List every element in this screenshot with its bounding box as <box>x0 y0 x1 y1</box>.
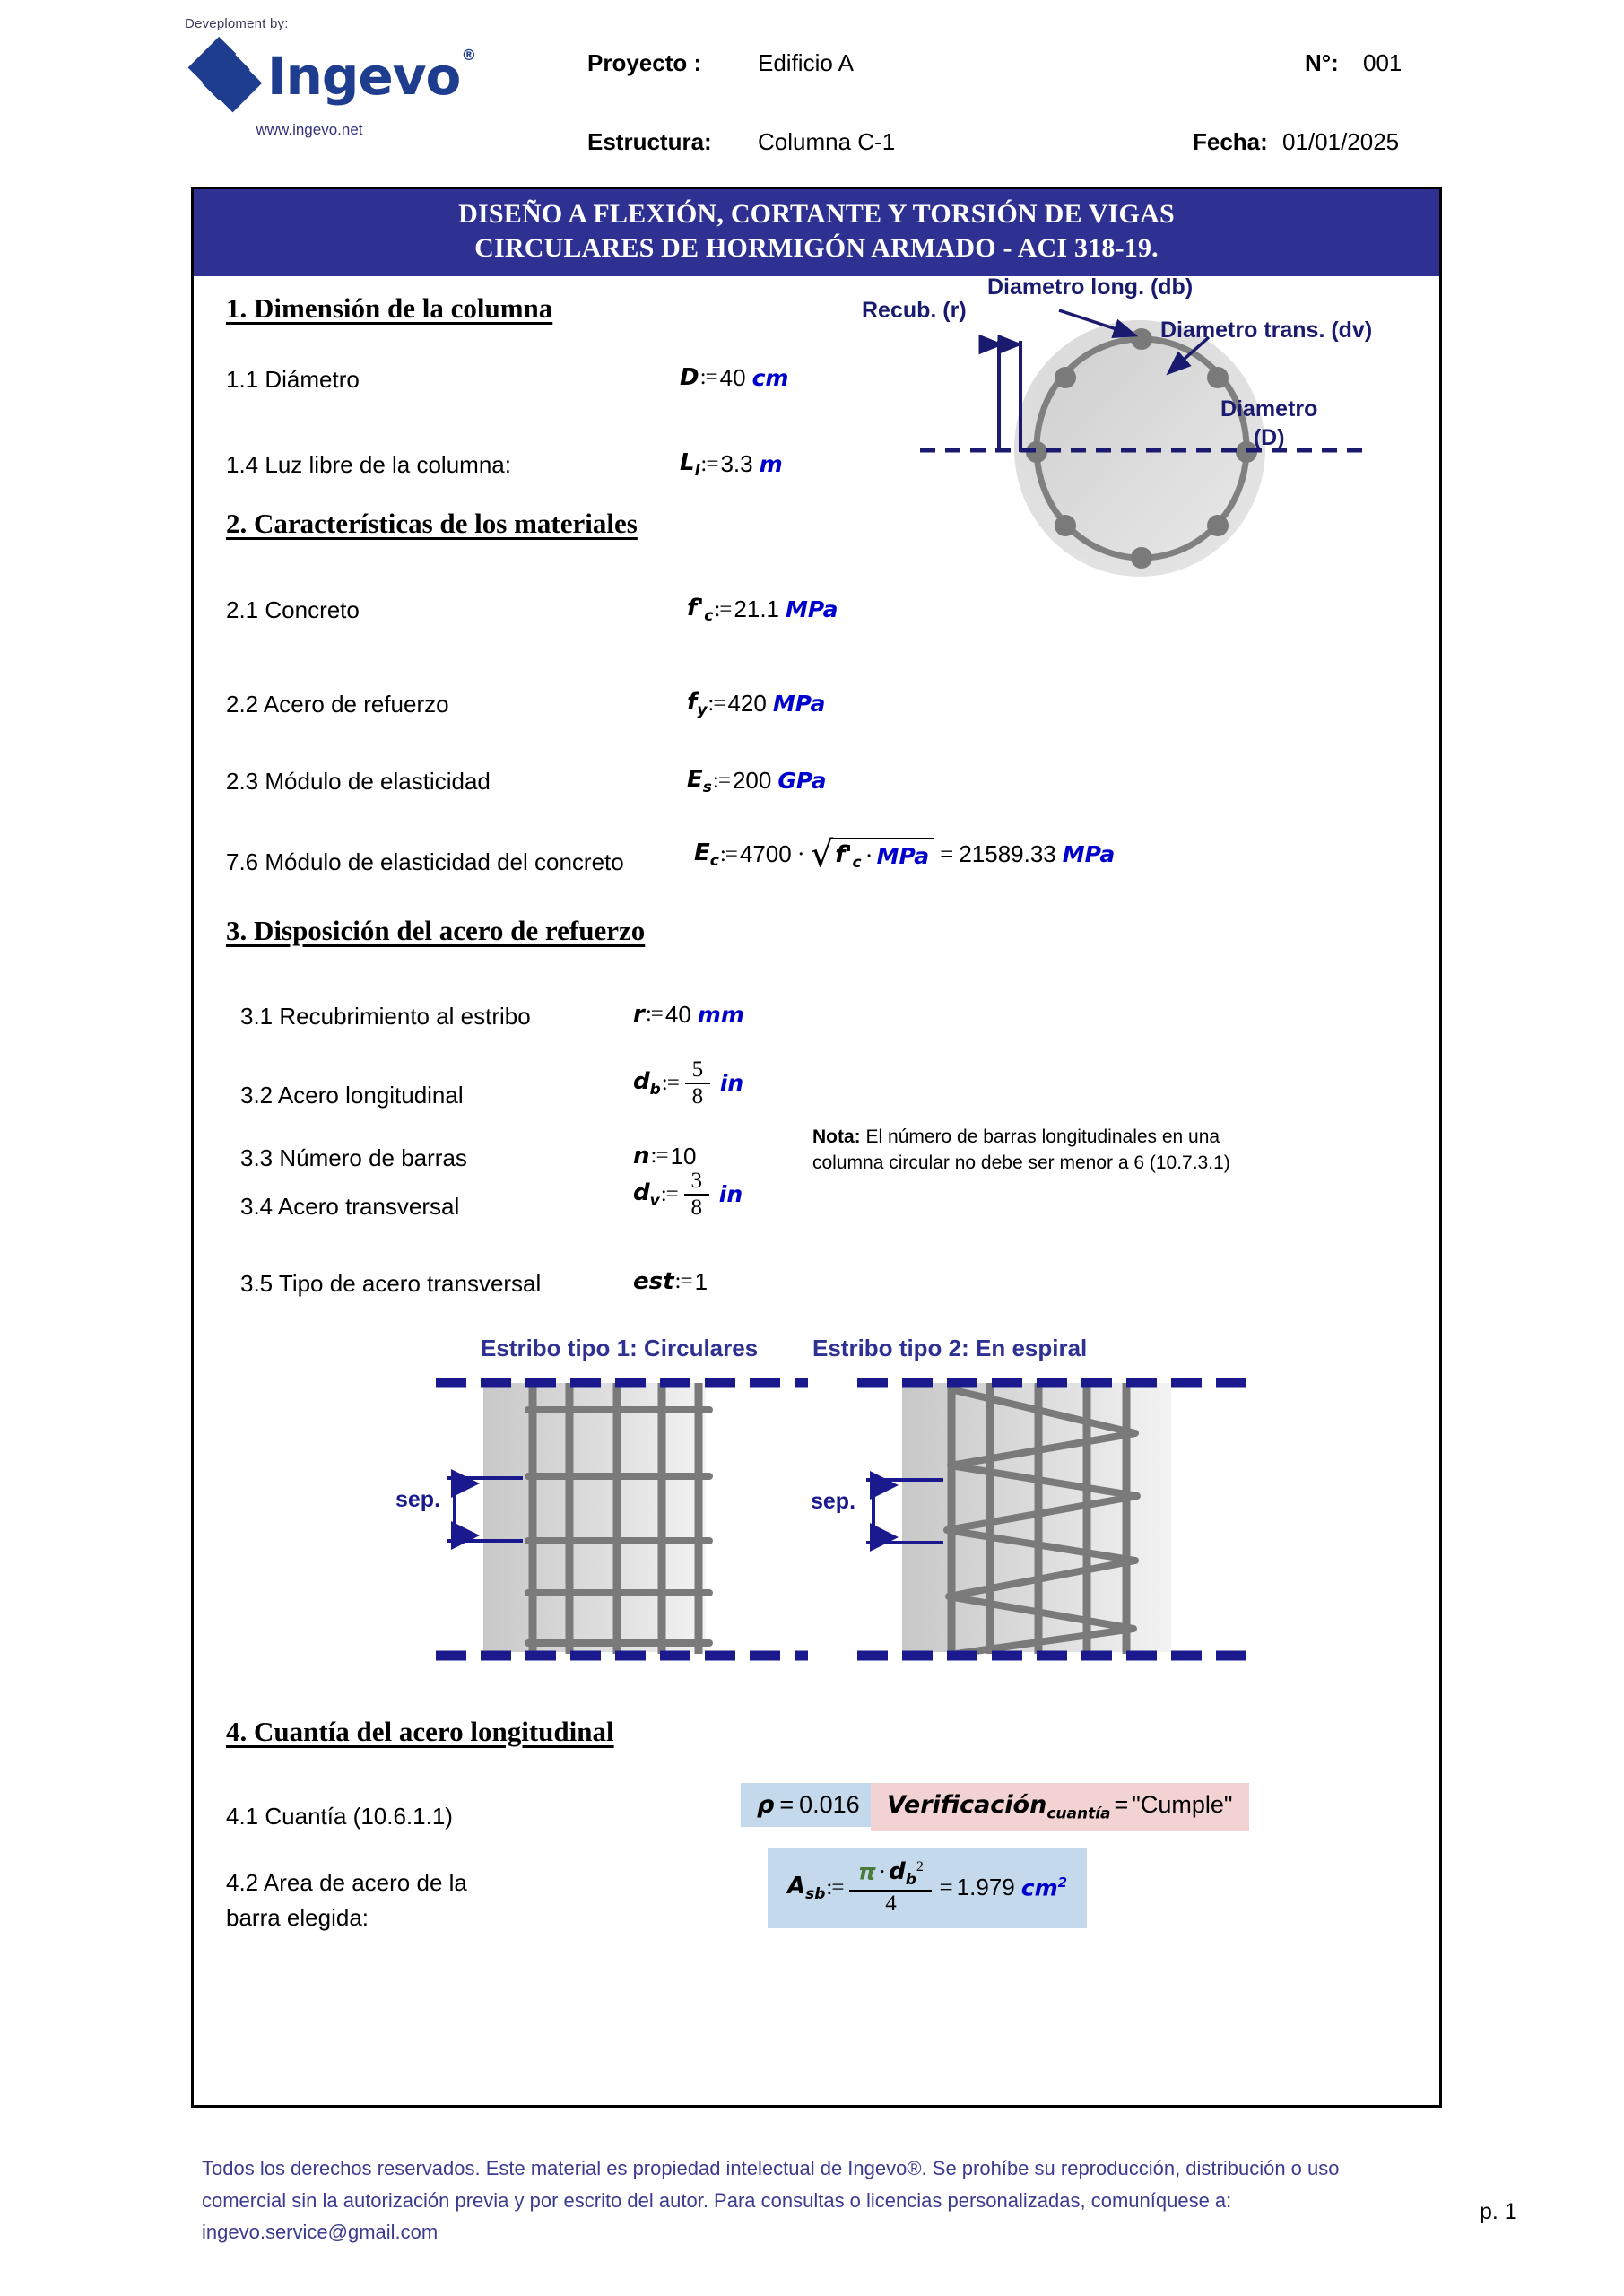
item-7-6-result: 21589.33 <box>959 840 1056 868</box>
column-cross-section-diagram <box>862 274 1431 590</box>
item-3-4-unit: in <box>718 1181 743 1208</box>
item-3-5-variable: est <box>633 1268 674 1296</box>
pi-symbol: π <box>858 1857 876 1884</box>
item-3-1-label: 3.1 Recubrimiento al estribo <box>240 1002 531 1030</box>
diametro-d-line-1: Diametro <box>1220 396 1318 422</box>
item-3-2-unit: in <box>719 1070 744 1097</box>
item-2-2-formula: $f_y$ := 420 MPa <box>687 688 826 719</box>
cuantia-expression: ρ = 0.016 <box>757 1790 860 1819</box>
item-7-6-label: 7.6 Módulo de elasticidad del concreto <box>226 848 624 875</box>
page-header <box>0 0 1624 166</box>
item-3-3-value: 10 <box>670 1142 697 1170</box>
estructura-label: Estructura: <box>587 128 712 155</box>
document-title-line-2: CIRCULARES DE HORMIGÓN ARMADO - ACI 318-19. <box>474 232 1159 263</box>
stirrup-type-2-diagram <box>811 1370 1261 1668</box>
fecha-value: 01/01/2025 <box>1282 128 1400 155</box>
brand-logo-block <box>179 16 475 139</box>
item-3-2-fraction <box>685 1058 710 1109</box>
verificacion-expression: Verificación$_{cuantía}$ = "Cumple" <box>887 1790 1233 1822</box>
item-2-2-label: 2.2 Acero de refuerzo <box>226 690 449 718</box>
stirrup-type-1-heading: Estribo tipo 1: Circulares <box>481 1334 759 1361</box>
item-1-1-variable: D <box>680 364 699 392</box>
item-4-2-label-line-2: barra elegida: <box>226 1903 369 1931</box>
radicand-unit: MPa <box>876 843 930 870</box>
item-3-4-denominator: 8 <box>690 1195 703 1220</box>
asb-variable: $A_{sb}$ <box>787 1872 826 1903</box>
bars-note <box>812 1124 1288 1178</box>
fecha-label: Fecha: <box>1193 128 1268 155</box>
item-2-2-unit: MPa <box>772 691 826 718</box>
brand-name-text: Ingevo <box>267 46 461 107</box>
item-1-4-variable: $L_l$ <box>680 448 700 480</box>
item-7-6-formula: $E_c$ := 4700 · √ $f'_c$ · MPa = 21589.33 MPa <box>694 833 1116 875</box>
item-1-4-unit: m <box>759 451 783 478</box>
item-4-2-label-line-1: 4.2 Area de acero de la <box>226 1868 467 1896</box>
section-2-heading: 2. Características de los materiales <box>226 507 638 539</box>
item-1-4-label: 1.4 Luz libre de la columna: <box>226 450 511 478</box>
diametro-long-label: Diametro long. (db) <box>987 274 1194 300</box>
document-title-line-1: DISEÑO A FLEXIÓN, CORTANTE Y TORSIÓN DE VIGAS <box>458 199 1175 229</box>
item-3-2-formula: $d_b$ := $\frac{5}{8}$ in <box>633 1057 744 1109</box>
numero-label: N°: <box>1305 49 1339 76</box>
stirrup-type-2-heading: Estribo tipo 2: En espiral <box>812 1334 1088 1361</box>
item-2-1-label: 2.1 Concreto <box>226 596 360 623</box>
item-2-1-formula: $f'_c$ := 21.1 MPa <box>687 594 838 625</box>
item-3-4-label: 3.4 Acero transversal <box>240 1192 460 1220</box>
ingevo-diamond-logo-icon <box>179 33 265 119</box>
proyecto-value: Edificio A <box>758 49 854 76</box>
item-2-3-unit: GPa <box>777 768 827 795</box>
asb-db-variable: $d_b$ <box>889 1857 916 1890</box>
item-1-1-value: 40 <box>719 363 746 391</box>
item-3-5-label: 3.5 Tipo de acero transversal <box>240 1269 542 1297</box>
item-3-3-label: 3.3 Número de barras <box>240 1144 467 1171</box>
recub-label: Recub. (r) <box>862 297 967 323</box>
item-2-2-value: 420 <box>727 690 767 718</box>
verificacion-result-box <box>871 1783 1249 1831</box>
item-2-3-variable: $E_s$ <box>687 765 712 796</box>
item-3-1-variable: r <box>633 1001 645 1029</box>
section-3-heading: 3. Disposición del acero de refuerzo <box>226 914 646 946</box>
item-7-6-variable: $E_c$ <box>694 839 719 870</box>
verificacion-variable: Verificación$_{cuantía}$ <box>887 1790 1111 1822</box>
section-1-heading: 1. Dimensión de la columna <box>226 291 553 324</box>
item-1-1-formula: D := 40 cm <box>680 363 789 392</box>
asb-denominator: 4 <box>885 1891 897 1916</box>
item-3-4-fraction <box>684 1170 709 1221</box>
item-3-2-denominator: 8 <box>691 1083 704 1109</box>
estructura-value: Columna C-1 <box>758 128 896 155</box>
item-3-4-variable: $d_v$ <box>633 1178 660 1210</box>
development-by-label: Deveploment by: <box>185 16 289 31</box>
brand-website: www.ingevo.net <box>256 121 363 138</box>
item-3-3-formula: n := 10 <box>633 1142 697 1170</box>
sep-label-type-2: sep. <box>811 1488 856 1514</box>
item-3-4-numerator: 3 <box>690 1168 703 1193</box>
item-4-2-label <box>226 1866 467 1935</box>
verificacion-value: "Cumple" <box>1132 1790 1233 1818</box>
item-2-2-variable: $f_y$ <box>687 688 708 719</box>
cuantia-result-box <box>741 1783 876 1827</box>
document-content-box <box>191 187 1442 2108</box>
item-2-1-variable: $f'_c$ <box>687 594 714 625</box>
item-2-3-formula: $E_s$ := 200 GPa <box>687 765 827 796</box>
item-2-3-label: 2.3 Módulo de elasticidad <box>226 767 491 795</box>
item-3-5-formula: est := 1 <box>633 1267 708 1296</box>
sqrt-expression: √ $f'_c$ · MPa <box>811 838 934 872</box>
asb-fraction <box>849 1857 932 1917</box>
item-3-2-numerator: 5 <box>691 1057 704 1082</box>
page-number: p. 1 <box>1480 2199 1517 2224</box>
item-1-1-label: 1.1 Diámetro <box>226 365 360 393</box>
column-body-shape <box>483 1383 706 1652</box>
asb-exponent: 2 <box>916 1858 924 1874</box>
note-bold-prefix: Nota: <box>812 1126 861 1147</box>
diametro-d-label <box>1220 395 1317 453</box>
section-4-heading: 4. Cuantía del acero longitudinal <box>226 1715 614 1747</box>
item-2-1-unit: MPa <box>786 596 838 623</box>
item-3-1-formula: r := 40 mm <box>633 1000 744 1029</box>
stirrup-type-1-diagram <box>369 1370 808 1668</box>
item-3-5-value: 1 <box>694 1267 708 1295</box>
item-1-4-value: 3.3 <box>720 450 753 478</box>
copyright-footer: Todos los derechos reservados. Este material es propiedad intelectual de Ingevo®. Se prohíbe su reproducción, distribución o uso comercial sin la autorización previa y por escrito del autor. Para consultas o licencias personalizadas, comuníquese a: ingevo.service@gmail.com <box>202 2157 1340 2244</box>
item-3-3-variable: n <box>633 1143 650 1170</box>
document-title-bar <box>194 189 1439 276</box>
item-3-2-label: 3.2 Acero longitudinal <box>240 1081 464 1109</box>
item-2-3-value: 200 <box>732 767 772 795</box>
proyecto-label: Proyecto : <box>587 49 702 76</box>
asb-unit: $cm^2$ <box>1020 1874 1068 1901</box>
radicand-variable: $f'_c$ <box>835 840 862 872</box>
item-1-1-unit: cm <box>751 364 789 391</box>
asb-result: 1.979 <box>956 1874 1015 1901</box>
numero-value: 001 <box>1363 49 1403 76</box>
item-3-4-formula: $d_v$ := $\frac{3}{8}$ in <box>633 1168 743 1220</box>
sqrt-symbol-icon: √ <box>810 833 834 875</box>
item-3-1-unit: mm <box>697 1001 744 1028</box>
item-7-6-coefficient: 4700 <box>739 840 792 868</box>
brand-name <box>267 46 476 107</box>
asb-formula: $A_{sb}$ := $\frac{\pi \cdot d_b^2}{4}$ = 1.979 $cm^2$ <box>787 1857 1068 1916</box>
item-3-2-variable: $d_b$ <box>633 1067 661 1099</box>
item-4-1-label: 4.1 Cuantía (10.6.1.1) <box>226 1802 453 1830</box>
area-barra-result-box <box>768 1848 1087 1929</box>
diametro-trans-label: Diametro trans. (dv) <box>1160 317 1373 343</box>
rho-symbol: ρ <box>757 1790 775 1819</box>
asb-numerator: $\pi \cdot d_b^2$ <box>858 1857 924 1890</box>
item-3-1-value: 40 <box>664 1000 691 1028</box>
diametro-d-line-2: (D) <box>1253 425 1285 451</box>
registered-mark-icon: ® <box>461 46 476 65</box>
note-body: El número de barras longitudinales en una columna circular no debe ser menor a 6 (10.7.3.1) <box>812 1126 1230 1174</box>
sep-label-type-1: sep. <box>395 1486 441 1512</box>
item-2-1-value: 21.1 <box>734 596 780 623</box>
rho-value: 0.016 <box>799 1790 860 1818</box>
item-1-4-formula: $L_l$ := 3.3 m <box>680 448 783 480</box>
item-7-6-unit: MPa <box>1062 841 1116 868</box>
